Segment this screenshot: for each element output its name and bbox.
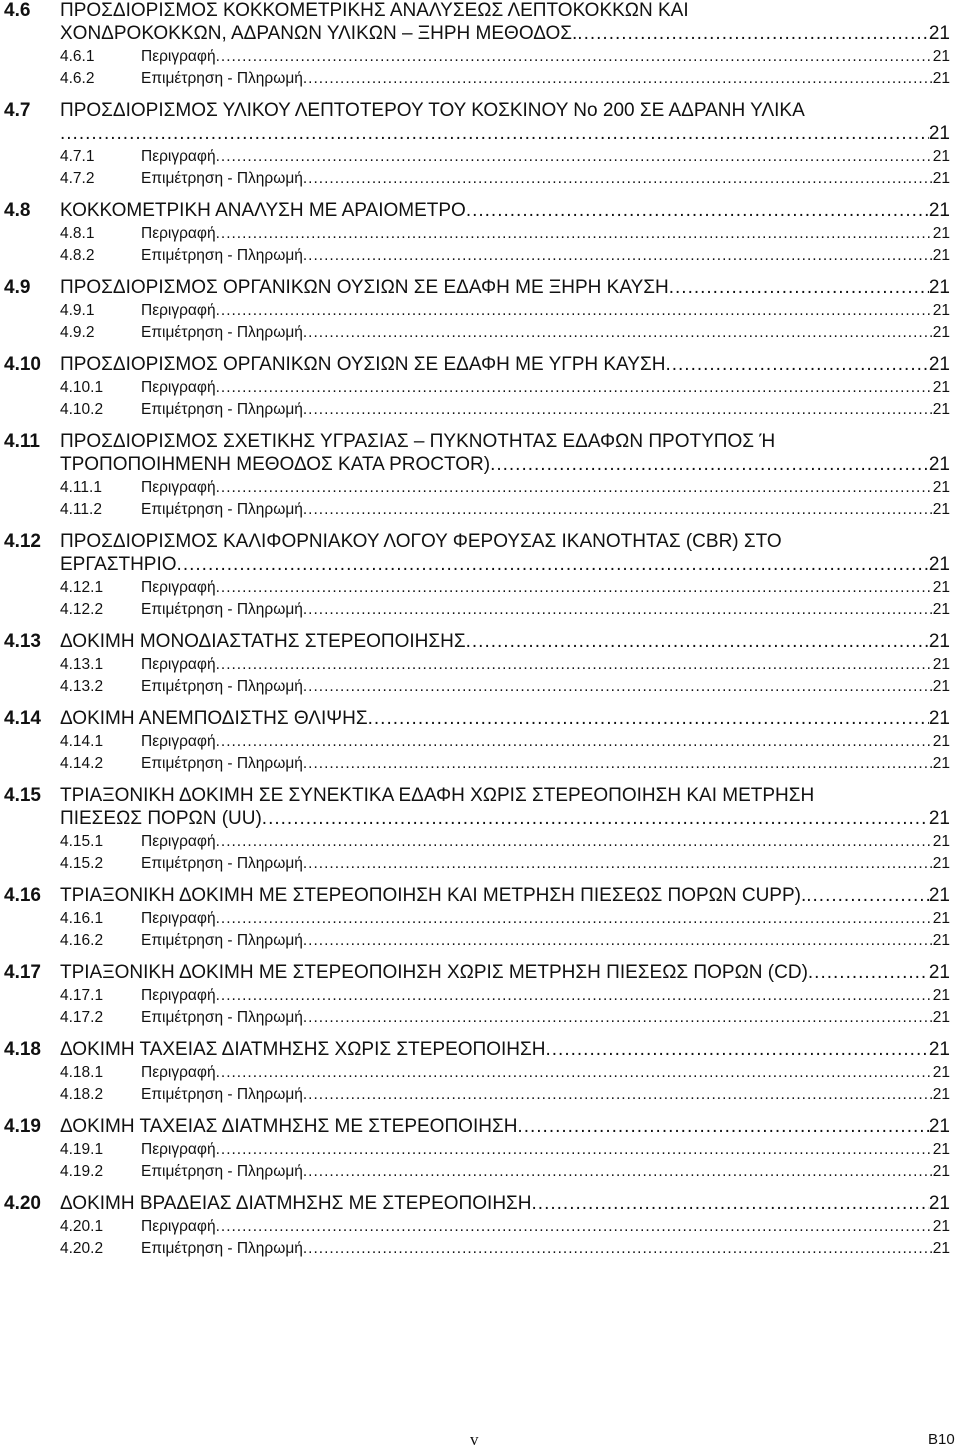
toc-page-number: 21 bbox=[928, 354, 950, 375]
toc-page-number: 21 bbox=[928, 808, 950, 829]
toc-entry-title: ΔΟΚΙΜΗ ΒΡΑΔΕΙΑΣ ΔΙΑΤΜΗΣΗΣ ΜΕ ΣΤΕΡΕΟΠΟΙΗΣΗ bbox=[60, 1193, 532, 1214]
toc-leader-dots bbox=[806, 885, 929, 907]
toc-entry-number: 4.10 bbox=[4, 354, 41, 375]
toc-page-number: 21 bbox=[928, 200, 950, 221]
toc-entry-title: ΤΡΙΑΞΟΝΙΚΗ ΔΟΚΙΜΗ ΣΕ ΣΥΝΕΚΤΙΚΑ ΕΔΑΦΗ ΧΩΡΙΣ ΣΤΕΡΕΟΠΟΙΗΣΗ ΚΑΙ ΜΕΤΡΗΣΗ bbox=[60, 785, 815, 806]
toc-page-number: 21 bbox=[932, 678, 950, 695]
toc-page-number: 21 bbox=[932, 1240, 950, 1257]
toc-entry-number: 4.14.1 bbox=[60, 733, 104, 750]
toc-leader-dots bbox=[303, 168, 933, 190]
toc-entry-title: ΤΡΙΑΞΟΝΙΚΗ ΔΟΚΙΜΗ ΜΕ ΣΤΕΡΕΟΠΟΙΗΣΗ ΚΑΙ ΜΕΤΡΗΣΗ ΠΙΕΣΕΩΣ ΠΟΡΩΝ CUPP). bbox=[60, 885, 807, 906]
toc-entry-title: ΔΟΚΙΜΗ ΑΝΕΜΠΟΔΙΣΤΗΣ ΘΛΙΨΗΣ bbox=[60, 708, 368, 729]
toc-leader-dots bbox=[368, 708, 929, 730]
toc-page-number: 21 bbox=[932, 170, 950, 187]
toc-entry-number: 4.19.1 bbox=[60, 1141, 104, 1158]
toc-entry-title: ΠΡΟΣΔΙΟΡΙΣΜΟΣ ΟΡΓΑΝΙΚΩΝ ΟΥΣΙΩΝ ΣΕ ΕΔΑΦΗ ΜΕ ΥΓΡΗ ΚΑΥΣΗ bbox=[60, 354, 666, 375]
toc-page-number: 21 bbox=[932, 910, 950, 927]
toc-page-number: 21 bbox=[932, 987, 950, 1004]
toc-page-number: 21 bbox=[928, 1116, 950, 1137]
toc-entry-number: 4.15 bbox=[4, 785, 41, 806]
toc-page-number: 21 bbox=[932, 302, 950, 319]
toc-entry-title: ΠΡΟΣΔΙΟΡΙΣΜΟΣ ΣΧΕΤΙΚΗΣ ΥΓΡΑΣΙΑΣ – ΠΥΚΝΟΤΗΤΑΣ ΕΔΑΦΩΝ ΠΡΟΤΥΠΟΣ Ή bbox=[60, 431, 776, 452]
toc-entry-title: Περιγραφή bbox=[141, 1141, 216, 1158]
toc-leader-dots bbox=[665, 354, 928, 376]
toc-leader-dots bbox=[303, 245, 933, 267]
toc-page-number: 21 bbox=[932, 324, 950, 341]
toc-page-number: 21 bbox=[928, 1039, 950, 1060]
toc-leader-dots bbox=[532, 1193, 929, 1215]
toc-leader-dots bbox=[303, 599, 933, 621]
toc-entry-title: ΧΟΝΔΡΟΚΟΚΚΩΝ, ΑΔΡΑΝΩΝ ΥΛΙΚΩΝ – ΞΗΡΗ ΜΕΘΟΔΟΣ. bbox=[60, 23, 578, 44]
toc-leader-dots bbox=[216, 377, 933, 399]
toc-entry-title: Επιμέτρηση - Πληρωμή bbox=[141, 501, 303, 518]
toc-entry-number: 4.17 bbox=[4, 962, 41, 983]
toc-entry-title: Επιμέτρηση - Πληρωμή bbox=[141, 855, 303, 872]
toc-page-number: 21 bbox=[932, 1009, 950, 1026]
toc-entry-title: ΔΟΚΙΜΗ ΜΟΝΟΔΙΑΣΤΑΤΗΣ ΣΤΕΡΕΟΠΟΙΗΣΗΣ bbox=[60, 631, 466, 652]
toc-entry-number: 4.11 bbox=[4, 431, 40, 452]
toc-page-number: 21 bbox=[932, 1218, 950, 1235]
toc-leader-dots bbox=[216, 831, 933, 853]
toc-entry-number: 4.8.2 bbox=[60, 247, 95, 264]
toc-page-number: 21 bbox=[932, 755, 950, 772]
toc-leader-dots bbox=[303, 753, 933, 775]
toc-leader-dots bbox=[303, 1238, 933, 1260]
toc-entry-title: ΠΡΟΣΔΙΟΡΙΣΜΟΣ ΚΑΛΙΦΟΡΝΙΑΚΟΥ ΛΟΓΟΥ ΦΕΡΟΥΣΑΣ ΙΚΑΝΟΤΗΤΑΣ (CBR) ΣΤΟ bbox=[60, 531, 782, 552]
toc-page-number: 21 bbox=[928, 1193, 950, 1214]
toc-entry-number: 4.6.1 bbox=[60, 48, 95, 65]
toc-leader-dots bbox=[669, 277, 929, 299]
toc-leader-dots bbox=[303, 322, 933, 344]
toc-entry-number: 4.10.1 bbox=[60, 379, 104, 396]
toc-leader-dots bbox=[262, 808, 929, 830]
toc-page-number: 21 bbox=[932, 225, 950, 242]
toc-entry-number: 4.7.1 bbox=[60, 148, 95, 165]
toc-leader-dots bbox=[303, 676, 933, 698]
toc-leader-dots bbox=[216, 1216, 933, 1238]
toc-entry-title: Επιμέτρηση - Πληρωμή bbox=[141, 932, 303, 949]
toc-entry-number: 4.13.1 bbox=[60, 656, 104, 673]
toc-leader-dots bbox=[808, 962, 929, 984]
toc-entry-number: 4.16.2 bbox=[60, 932, 104, 949]
toc-entry-number: 4.15.2 bbox=[60, 855, 104, 872]
toc-page-number: 21 bbox=[932, 401, 950, 418]
toc-leader-dots bbox=[216, 731, 933, 753]
toc-entry-number: 4.19.2 bbox=[60, 1163, 104, 1180]
toc-leader-dots bbox=[517, 1116, 928, 1138]
toc-entry-number: 4.11.2 bbox=[60, 501, 102, 518]
toc-entry-title: Περιγραφή bbox=[141, 148, 216, 165]
toc-page-number: 21 bbox=[932, 479, 950, 496]
toc-entry-title: ΤΡΙΑΞΟΝΙΚΗ ΔΟΚΙΜΗ ΜΕ ΣΤΕΡΕΟΠΟΙΗΣΗ ΧΩΡΙΣ ΜΕΤΡΗΣΗ ΠΙΕΣΕΩΣ ΠΟΡΩΝ (CD) bbox=[60, 962, 808, 983]
toc-entry-number: 4.20.2 bbox=[60, 1240, 104, 1257]
toc-page-number: 21 bbox=[932, 70, 950, 87]
toc-entry-number: 4.13.2 bbox=[60, 678, 104, 695]
toc-leader-dots bbox=[303, 1007, 933, 1029]
toc-entry-number: 4.9.2 bbox=[60, 324, 95, 341]
toc-entry-title: ΠΙΕΣΕΩΣ ΠΟΡΩΝ (UU) bbox=[60, 808, 262, 829]
toc-leader-dots bbox=[216, 46, 933, 68]
toc-entry-title: Περιγραφή bbox=[141, 302, 216, 319]
toc-page-number: 21 bbox=[928, 554, 950, 575]
toc-entry-number: 4.6.2 bbox=[60, 70, 95, 87]
toc-leader-dots bbox=[216, 146, 933, 168]
toc-leader-dots bbox=[546, 1039, 929, 1061]
toc-leader-dots bbox=[303, 1161, 933, 1183]
toc-page-number: 21 bbox=[932, 733, 950, 750]
toc-leader-dots bbox=[216, 577, 933, 599]
toc-leader-dots bbox=[466, 200, 929, 222]
toc-entry-title: Επιμέτρηση - Πληρωμή bbox=[141, 1009, 303, 1026]
toc-entry-number: 4.20.1 bbox=[60, 1218, 104, 1235]
toc-leader-dots bbox=[216, 985, 933, 1007]
toc-leader-dots bbox=[216, 654, 933, 676]
toc-entry-number: 4.16 bbox=[4, 885, 41, 906]
toc-entry-number: 4.18.2 bbox=[60, 1086, 104, 1103]
toc-leader-dots bbox=[216, 477, 933, 499]
toc-page-number: 21 bbox=[932, 656, 950, 673]
toc-leader-dots bbox=[216, 908, 933, 930]
toc-leader-dots bbox=[577, 23, 929, 45]
footer-document-code: B10 bbox=[928, 1431, 955, 1448]
toc-entry-number: 4.12 bbox=[4, 531, 41, 552]
toc-leader-dots bbox=[490, 454, 929, 476]
toc-page-number: 21 bbox=[932, 1163, 950, 1180]
toc-entry-number: 4.11.1 bbox=[60, 479, 102, 496]
toc-entry-number: 4.7.2 bbox=[60, 170, 95, 187]
toc-entry-title: ΠΡΟΣΔΙΟΡΙΣΜΟΣ ΟΡΓΑΝΙΚΩΝ ΟΥΣΙΩΝ ΣΕ ΕΔΑΦΗ ΜΕ ΞΗΡΗ ΚΑΥΣΗ bbox=[60, 277, 669, 298]
toc-page-number: 21 bbox=[932, 247, 950, 264]
toc-entry-title: Περιγραφή bbox=[141, 733, 216, 750]
toc-leader-dots bbox=[216, 1139, 933, 1161]
toc-entry-number: 4.18 bbox=[4, 1039, 41, 1060]
toc-page-number: 21 bbox=[928, 708, 950, 729]
toc-entry-title: Περιγραφή bbox=[141, 579, 216, 596]
toc-page-number: 21 bbox=[932, 1064, 950, 1081]
toc-entry-title: Επιμέτρηση - Πληρωμή bbox=[141, 247, 303, 264]
toc-leader-dots bbox=[177, 554, 929, 576]
toc-page-number: 21 bbox=[928, 23, 950, 44]
toc-entry-number: 4.12.1 bbox=[60, 579, 104, 596]
toc-entry-number: 4.15.1 bbox=[60, 833, 104, 850]
toc-page-number: 21 bbox=[932, 379, 950, 396]
toc-entry-title: ΠΡΟΣΔΙΟΡΙΣΜΟΣ ΥΛΙΚΟΥ ΛΕΠΤΟΤΕΡΟΥ ΤΟΥ ΚΟΣΚΙΝΟΥ No 200 ΣΕ ΑΔΡΑΝΗ ΥΛΙΚΑ bbox=[60, 100, 805, 121]
toc-entry-number: 4.12.2 bbox=[60, 601, 104, 618]
toc-entry-title: Επιμέτρηση - Πληρωμή bbox=[141, 678, 303, 695]
toc-page-number: 21 bbox=[932, 932, 950, 949]
toc-entry-title: ΔΟΚΙΜΗ ΤΑΧΕΙΑΣ ΔΙΑΤΜΗΣΗΣ ΧΩΡΙΣ ΣΤΕΡΕΟΠΟΙΗΣΗ bbox=[60, 1039, 546, 1060]
toc-entry-title: Περιγραφή bbox=[141, 833, 216, 850]
toc-entry-title: ΤΡΟΠΟΠΟΙΗΜΕΝΗ ΜΕΘΟΔΟΣ ΚΑΤΑ PROCTOR) bbox=[60, 454, 491, 475]
toc-entry-number: 4.14 bbox=[4, 708, 41, 729]
toc-leader-dots bbox=[216, 300, 933, 322]
toc-entry-number: 4.6 bbox=[4, 0, 31, 21]
toc-page-number: 21 bbox=[928, 962, 950, 983]
toc-entry-number: 4.20 bbox=[4, 1193, 41, 1214]
toc-entry-number: 4.17.1 bbox=[60, 987, 104, 1004]
toc-leader-dots bbox=[466, 631, 929, 653]
toc-page-number: 21 bbox=[932, 833, 950, 850]
toc-page-number: 21 bbox=[928, 123, 950, 144]
toc-entry-title: Επιμέτρηση - Πληρωμή bbox=[141, 1086, 303, 1103]
toc-entry-title: ΠΡΟΣΔΙΟΡΙΣΜΟΣ ΚΟΚΚΟΜΕΤΡΙΚΗΣ ΑΝΑΛΥΣΕΩΣ ΛΕΠΤΟΚΟΚΚΩΝ ΚΑΙ bbox=[60, 0, 689, 21]
toc-entry-number: 4.8.1 bbox=[60, 225, 95, 242]
toc-entry-title: Περιγραφή bbox=[141, 48, 216, 65]
footer-page-number: v bbox=[470, 1430, 479, 1449]
toc-entry-number: 4.18.1 bbox=[60, 1064, 104, 1081]
toc-entry-title: Περιγραφή bbox=[141, 225, 216, 242]
toc-entry-number: 4.13 bbox=[4, 631, 41, 652]
toc-entry-title: Περιγραφή bbox=[141, 379, 216, 396]
toc-leader-dots bbox=[216, 223, 933, 245]
toc-entry-title: Περιγραφή bbox=[141, 1064, 216, 1081]
toc-leader-dots bbox=[303, 399, 933, 421]
toc-entry-number: 4.7 bbox=[4, 100, 31, 121]
toc-entry-number: 4.17.2 bbox=[60, 1009, 104, 1026]
toc-leader-dots bbox=[216, 1062, 933, 1084]
toc-page-number: 21 bbox=[932, 501, 950, 518]
toc-leader-dots bbox=[60, 123, 929, 145]
toc-page-number: 21 bbox=[928, 631, 950, 652]
toc-entry-number: 4.9.1 bbox=[60, 302, 95, 319]
toc-page-number: 21 bbox=[928, 885, 950, 906]
toc-leader-dots bbox=[303, 853, 933, 875]
toc-entry-title: ΕΡΓΑΣΤΗΡΙΟ bbox=[60, 554, 177, 575]
toc-entry-number: 4.16.1 bbox=[60, 910, 104, 927]
toc-entry-title: Επιμέτρηση - Πληρωμή bbox=[141, 70, 303, 87]
toc-entry-title: Επιμέτρηση - Πληρωμή bbox=[141, 601, 303, 618]
toc-entry-title: Περιγραφή bbox=[141, 910, 216, 927]
toc-page-number: 21 bbox=[928, 277, 950, 298]
toc-entry-title: Επιμέτρηση - Πληρωμή bbox=[141, 170, 303, 187]
toc-page-number: 21 bbox=[932, 148, 950, 165]
toc-entry-title: Περιγραφή bbox=[141, 987, 216, 1004]
toc-entry-title: Περιγραφή bbox=[141, 1218, 216, 1235]
toc-page-number: 21 bbox=[928, 454, 950, 475]
toc-page-number: 21 bbox=[932, 1086, 950, 1103]
toc-page-number: 21 bbox=[932, 601, 950, 618]
toc-page-number: 21 bbox=[932, 1141, 950, 1158]
toc-page-number: 21 bbox=[932, 855, 950, 872]
toc-entry-title: Επιμέτρηση - Πληρωμή bbox=[141, 1240, 303, 1257]
toc-entry-number: 4.19 bbox=[4, 1116, 41, 1137]
toc-leader-dots bbox=[303, 930, 933, 952]
toc-entry-number: 4.14.2 bbox=[60, 755, 104, 772]
toc-entry-title: Επιμέτρηση - Πληρωμή bbox=[141, 755, 303, 772]
toc-entry-title: ΚΟΚΚΟΜΕΤΡΙΚΗ ΑΝΑΛΥΣΗ ΜΕ ΑΡΑΙΟΜΕΤΡΟ bbox=[60, 200, 466, 221]
toc-entry-title: Επιμέτρηση - Πληρωμή bbox=[141, 324, 303, 341]
toc-entry-title: Περιγραφή bbox=[141, 479, 216, 496]
toc-page-number: 21 bbox=[932, 579, 950, 596]
toc-page-number: 21 bbox=[932, 48, 950, 65]
toc-entry-number: 4.8 bbox=[4, 200, 31, 221]
toc-entry-number: 4.10.2 bbox=[60, 401, 104, 418]
toc-entry-title: Επιμέτρηση - Πληρωμή bbox=[141, 1163, 303, 1180]
toc-entry-number: 4.9 bbox=[4, 277, 31, 298]
toc-entry-title: Περιγραφή bbox=[141, 656, 216, 673]
toc-leader-dots bbox=[303, 1084, 933, 1106]
toc-entry-title: Επιμέτρηση - Πληρωμή bbox=[141, 401, 303, 418]
toc-leader-dots bbox=[303, 499, 933, 521]
toc-entry-title: ΔΟΚΙΜΗ ΤΑΧΕΙΑΣ ΔΙΑΤΜΗΣΗΣ ΜΕ ΣΤΕΡΕΟΠΟΙΗΣΗ bbox=[60, 1116, 518, 1137]
toc-leader-dots bbox=[303, 68, 933, 90]
